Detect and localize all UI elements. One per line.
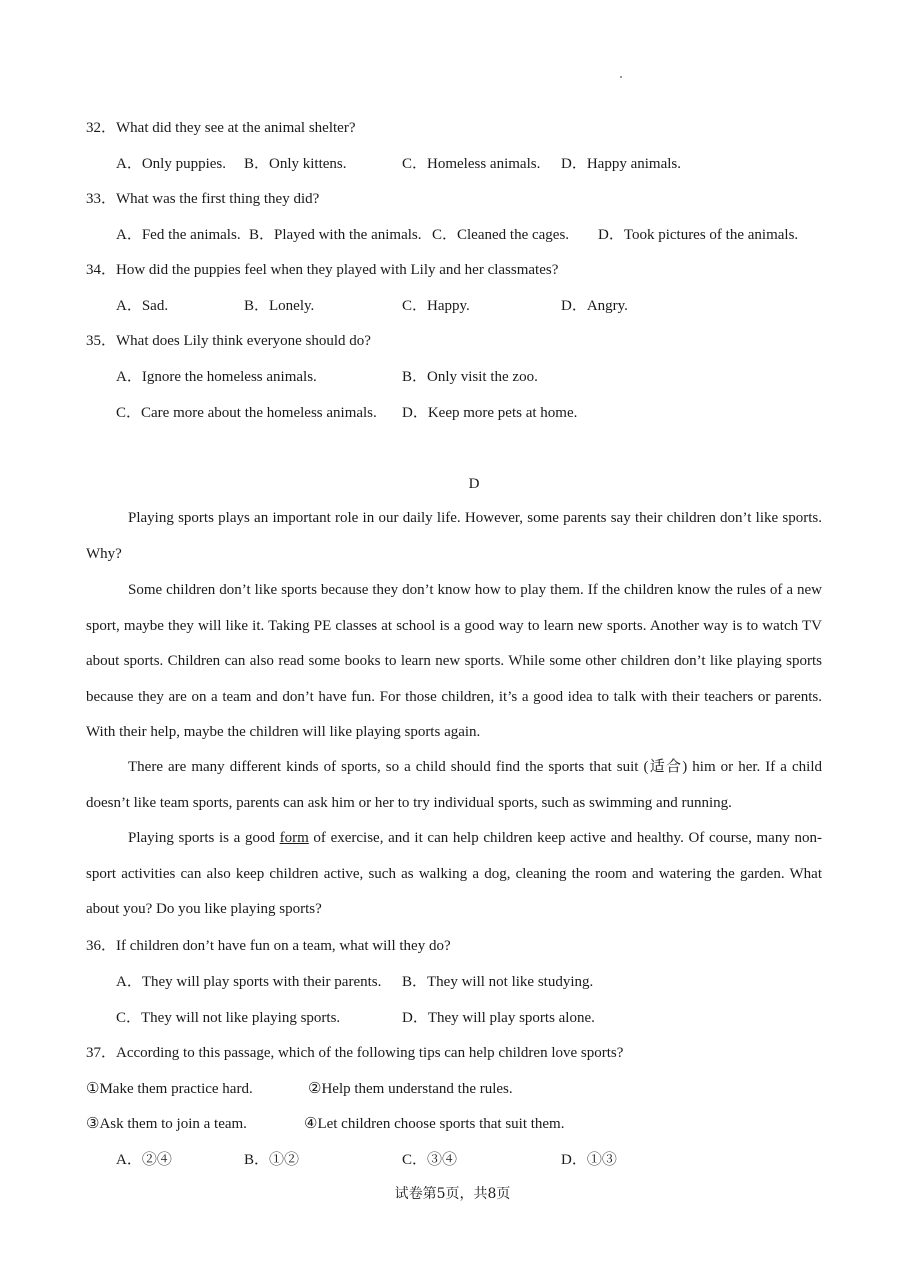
question-37-option-a: A．②④	[116, 1152, 172, 1168]
question-36-stem: 36．If children don’t have fun on a team, what will they do?	[86, 938, 451, 954]
question-37-option-d: D．①③	[561, 1152, 617, 1168]
question-37-stem: 37．According to this passage, which of the following tips can help children love sports?	[86, 1045, 624, 1061]
question-37-option-c: C．③④	[402, 1152, 458, 1168]
question-32-option-d: D．Happy animals.	[561, 156, 681, 172]
question-34-option-a: A．Sad.	[116, 298, 169, 314]
paragraph-4-rest: of exercise, and it can help children keep active and healthy. Of course, many non-sport activities can also keep children active, such as walking a dog, cleaning the room and watering the garden. What about you? Do you like playing sports?	[86, 830, 822, 918]
passage-paragraph-2: Some children don’t like sports because they don’t know how to play them. If the children know the rules of a new sport, maybe they will like it. Taking PE classes at school is a good way to learn new sports. Another way is to watch TV about sports. Children can also read some books to learn new sports. While some other children don’t like playing sports because they are on a team and don’t have fun. For those children, it’s a good idea to talk with their teachers or parents. With their help, maybe the children will like playing sports again.	[86, 582, 822, 741]
question-33-stem: 33．What was the first thing they did?	[86, 191, 320, 207]
question-35-option-a: A．Ignore the homeless animals.	[116, 369, 317, 385]
question-33-option-d: D．Took pictures of the animals.	[598, 227, 799, 243]
question-37-tip-4: ④Let children choose sports that suit them.	[304, 1116, 565, 1132]
passage-paragraph-1: Playing sports plays an important role in our daily life. However, some parents say their children don’t like sports. Why?	[86, 510, 822, 562]
question-36-option-c: C．They will not like playing sports.	[116, 1010, 341, 1026]
question-32-option-a: A．Only puppies.	[116, 156, 226, 172]
underlined-word-form: form	[279, 830, 309, 846]
scan-speck	[620, 76, 622, 78]
question-33-option-c: C．Cleaned the cages.	[432, 227, 570, 243]
question-32-option-b: B．Only kittens.	[244, 156, 347, 172]
passage-paragraph-3: There are many different kinds of sports, so a child should find the sports that suit (适合) him or her. If a child doesn’t like team sports, parents can ask him or her to try individual sports, such as swimming and running.	[86, 759, 822, 811]
question-36-option-b: B．They will not like studying.	[402, 974, 594, 990]
question-37-tip-1: ①Make them practice hard.	[86, 1081, 253, 1097]
question-34-option-c: C．Happy.	[402, 298, 470, 314]
page-footer: 试卷第5页，共8页	[394, 1186, 511, 1202]
passage-paragraph-4	[86, 821, 822, 928]
paragraph-4-start: Playing sports is a good	[128, 830, 280, 846]
question-32-option-c: C．Homeless animals.	[402, 156, 541, 172]
question-33-option-b: B．Played with the animals.	[249, 227, 422, 243]
question-34-option-b: B．Lonely.	[244, 298, 315, 314]
question-37-option-b: B．①②	[244, 1152, 300, 1168]
passage-heading: D	[468, 476, 480, 492]
question-36-option-d: D．They will play sports alone.	[402, 1010, 595, 1026]
question-35-option-b: B．Only visit the zoo.	[402, 369, 538, 385]
question-35-stem: 35．What does Lily think everyone should do?	[86, 333, 371, 349]
question-33-option-a: A．Fed the animals.	[116, 227, 241, 243]
question-34-option-d: D．Angry.	[561, 298, 628, 314]
question-37-tip-2: ②Help them understand the rules.	[308, 1081, 513, 1097]
question-37-tip-3: ③Ask them to join a team.	[86, 1116, 247, 1132]
question-32-stem: 32．What did they see at the animal shelter?	[86, 120, 356, 136]
question-35-option-c: C．Care more about the homeless animals.	[116, 405, 377, 421]
question-35-option-d: D．Keep more pets at home.	[402, 405, 578, 421]
question-34-stem: 34．How did the puppies feel when they played with Lily and her classmates?	[86, 262, 559, 278]
question-36-option-a: A．They will play sports with their parents.	[116, 974, 382, 990]
